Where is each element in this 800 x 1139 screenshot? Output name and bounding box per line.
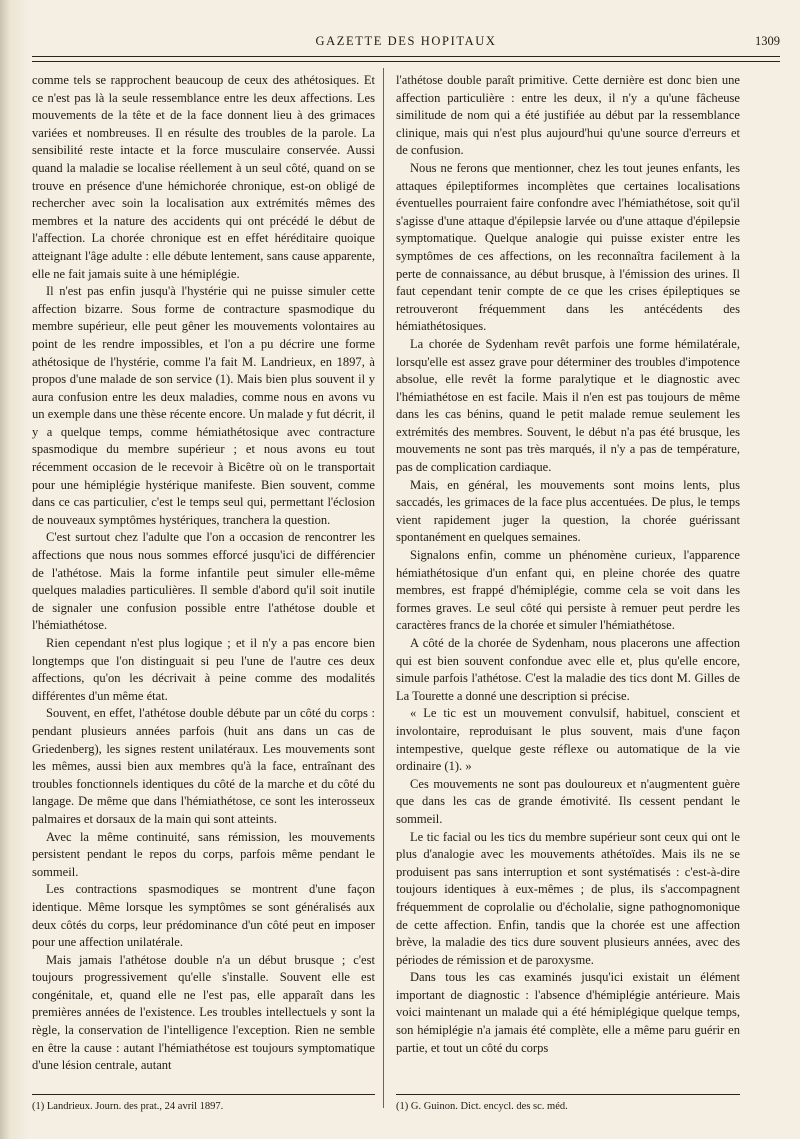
paragraph: Nous ne ferons que mentionner, chez les tout jeunes enfants, les attaques épileptiformes incomplètes que certaines localisations éventuelles pourraient faire confondre avec l'hémiathétose, soit qu'il s'agisse d'une attaque d'épilepsie larvée ou d'une attaque d'épilepsie symptomatique. Quelque analogie qui puisse exister entre les symptômes de ces affections, on les reconnaîtra facilement à la perte de connaissance, au début brusque, à l'émission des urines. Il faut cependant tenir compte de ce que les crises épileptiques se retrouveront fréquemment dans les antécédents des hémiathétosiques. xyxy=(396,160,740,334)
paragraph: Mais jamais l'athétose double n'a un début brusque ; c'est toujours progressivement qu'elle s'installe. Souvent elle est congénitale, et, quand elle ne l'est pas, elle apparaît dans les premières années de l'existence. Les troubles intellectuels y sont la règle, la conservation de l'intelligence l'exception. Rien ne semble en être la cause : autant l'hémiathétose est toujours symptomatique d'une lésion centrale, autant xyxy=(32,952,375,1073)
page-header xyxy=(32,34,780,50)
paragraph: l'athétose double paraît primitive. Cette dernière est donc bien une affection particulière : entre les deux, il n'y a qu'une fâcheuse similitude de nom qui a été justifiée au début par la ressemblance clinique, mais qui n'est plus aujourd'hui qu'une source d'erreurs et de confusion. xyxy=(396,73,740,158)
left-column xyxy=(32,72,375,1075)
paragraph: « Le tic est un mouvement convulsif, habituel, conscient et involontaire, reproduisant le plus souvent, mais d'une façon intempestive, quelque geste réflexe ou automatique de la vie ordinaire (1). » xyxy=(396,706,740,774)
paragraph: Signalons enfin, comme un phénomène curieux, l'apparence hémiathétosique d'un enfant qui, en pleine chorée des quatre membres, est frappé d'hémiplégie, comme cela se voit dans les formes graves. Le seul côté qui persiste à remuer peut perdre les caractères francs de la chorée et simuler l'hémiathétose. xyxy=(396,548,740,633)
footnote-right: (1) G. Guinon. Dict. encycl. des sc. méd. xyxy=(396,1101,568,1112)
paragraph: Mais, en général, les mouvements sont moins lents, plus saccadés, les grimaces de la face plus accentuées. De plus, le temps vient rapidement juger la question, la chorée guérissant spontanément en quelques semaines. xyxy=(396,477,740,545)
paragraph: Ces mouvements ne sont pas douloureux et n'augmentent guère que dans les cas de grande émotivité. Ils cessent pendant le sommeil. xyxy=(396,776,740,826)
page-number: 1309 xyxy=(755,34,780,48)
paragraph: Dans tous les cas examinés jusqu'ici existait un élément important de diagnostic : l'absence d'hémiplégie antérieure. Mais voici maintenant un malade qui a été hémiplégique quelque temps, son hémiplégie n'a jamais été complète, elle a même paru guérir en partie, et tout un côté du corps xyxy=(396,970,740,1055)
column-divider xyxy=(383,68,384,1108)
paragraph: Les contractions spasmodiques se montrent d'une façon identique. Même lorsque les symptômes se sont généralisés aux deux côtés du corps, leur prédominance d'un côté peut en imposer pour une affection unilatérale. xyxy=(32,882,375,950)
paragraph: C'est surtout chez l'adulte que l'on a occasion de rencontrer les affections que nous nous sommes efforcé jusqu'ici de différencier de l'athétose. Mais la forme infantile peut simuler elle-même quelques maladies particulières. Il semble d'abord qu'il soit inutile de signaler une confusion possible entre l'athétose double et l'hémiathétose. xyxy=(32,530,375,633)
header-rule xyxy=(32,56,780,62)
footnote-rule-left xyxy=(32,1094,375,1095)
paragraph: A côté de la chorée de Sydenham, nous placerons une affection qui est bien souvent confondue avec elle et, plus qu'elle encore, simule parfois l'athétose. C'est la maladie des tics dont M. Gilles de La Tourette a donné une description si précise. xyxy=(396,636,740,703)
paragraph: Avec la même continuité, sans rémission, les mouvements persistent pendant le repos du corps, parfois même pendant le sommeil. xyxy=(32,829,375,879)
footnote-rule-right xyxy=(396,1094,740,1095)
paragraph: comme tels se rapprochent beaucoup de ceux des athétosiques. Et ce n'est pas là la seule ressemblance entre les deux affections. Les mouvements de la tête et de la face donnent lieu à des grimaces variées et nombreuses. Il en résulte des troubles de la parole. La sensibilité reste intacte et la force musculaire conservée. Aussi quand la maladie se localise réellement à un seul côté, quand on se trouve en présence d'une hémichorée chronique, est-on obligé de rechercher avec soin la localisation aux extrémités mêmes des membres et la nature des accidents qui ont précédé le début de l'affection. La chorée chronique est en effet héréditaire quoique atteignant l'âge adulte : elle débute lentement, sans cause apparente, elle ne fait jamais suite à une hémiplégie. xyxy=(32,73,375,281)
footnote-left: (1) Landrieux. Journ. des prat., 24 avril 1897. xyxy=(32,1101,224,1112)
paragraph: Souvent, en effet, l'athétose double débute par un côté du corps : pendant plusieurs années parfois (huit ans dans un cas de Griedenberg), les signes restent unilatéraux. Les mouvements sont les mêmes, aussi bien aux membres qu'à la face, entraînant des troubles fonctionnels identiques du côté de la marche et du côté du langage. De même que dans l'hémiathétose, ce sont les interosseux palmaires et dorsaux de la main qui sont atteints. xyxy=(32,706,375,826)
paragraph: Rien cependant n'est plus logique ; et il n'y a pas encore bien longtemps que l'on distinguait si peu l'une de l'autre ces deux affections, qu'on les décrivait à peine comme des modalités différentes d'un même état. xyxy=(32,636,375,703)
paragraph: La chorée de Sydenham revêt parfois une forme hémilatérale, lorsqu'elle est assez grave pour déterminer des troubles d'impotence absolue, elle revêt la forme paralytique et le diagnostic avec l'hémiathétose en est facile. Mais il n'en est pas toujours de même dans les cas bénins, quand le petit malade remue seulement les extrémités des membres. Souvent, le début n'a pas été brusque, les mouvements ne sont pas très marqués, il n'y a pas de température, pas de complication cardiaque. xyxy=(396,336,740,475)
paragraph: Le tic facial ou les tics du membre supérieur sont ceux qui ont le plus d'analogie avec les mouvements athétoïdes. Mais ils ne se produisent pas sans interruption et sont systématisés : c'est-à-dire toujours identiques à eux-mêmes ; de plus, ils s'accompagnent fréquemment de coprolalie ou d'écholalie, signe pathognomonique de cette affection. Enfin, tandis que la chorée est une affection brève, la maladie des tics dure souvent plusieurs années, avec des périodes de rémission et de paroxysme. xyxy=(396,829,740,967)
right-column xyxy=(396,72,740,1057)
running-title: GAZETTE DES HOPITAUX xyxy=(315,34,497,48)
paragraph: Il n'est pas enfin jusqu'à l'hystérie qui ne puisse simuler cette affection bizarre. Sous forme de contracture spasmodique du membre supérieur, elle peut gêner les mouvements volontaires au point de les rendre impossibles, et l'on a pu décrire une forme athétosique de l'hystérie, comme l'a fait M. Landrieux, en 1897, à propos d'une malade de son service (1). Mais bien plus souvent il y aura confusion entre les deux maladies, comme nous en avons vu un exemple dans une thèse récente encore. Un malade y fut décrit, il y a quelque temps, comme hémiathétosique avec contracture spasmodique du membre supérieur ; et nous avons eu tout récemment occasion de le recevoir à Bicêtre où on le transportait pour une hémiplégie hystérique manifeste. Bien souvent, comme dans ce cas particulier, c'est le temps seul qui, permettant l'éclosion de nouveaux symptômes hystériques, tranchera la question. xyxy=(32,284,375,527)
